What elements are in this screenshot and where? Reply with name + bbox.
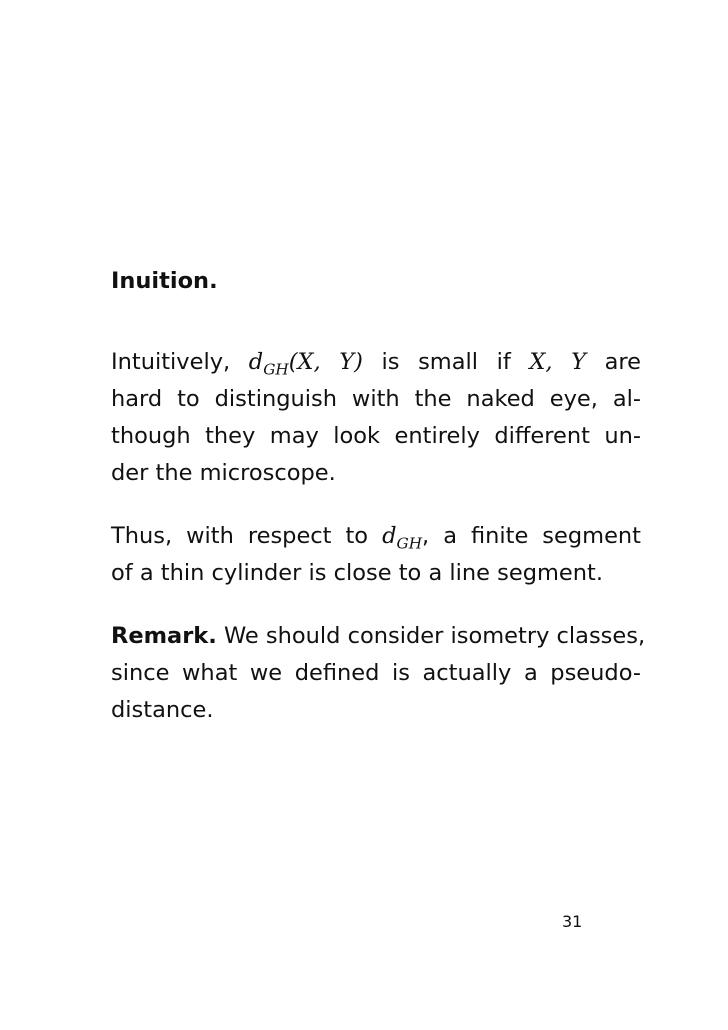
remark-text: We should consider isometry classes, [223, 623, 646, 649]
intuition-text: is small if [381, 349, 511, 375]
spacer [111, 592, 641, 618]
slide-body [111, 263, 646, 729]
intuition-text: are [604, 349, 641, 375]
dgh-formula [248, 349, 363, 379]
math-d: d [248, 349, 264, 375]
thus-line-2: of a thin cylinder is close to a line segment. [111, 560, 604, 586]
remark-line-2: since what we defined is actually a pseudo- [111, 660, 641, 686]
thus-line-1 [111, 518, 641, 555]
spacer [111, 326, 641, 344]
thus-text: , a finite segment [422, 523, 641, 549]
math-args: (X, Y) [288, 349, 363, 375]
spacer [111, 492, 641, 518]
spacer [111, 300, 641, 326]
intuition-line-4: der the microscope. [111, 460, 336, 486]
intuition-text: Intuitively, [111, 349, 231, 375]
intuition-paragraph [111, 344, 641, 492]
remark-line-3: distance. [111, 697, 214, 723]
math-d: d [382, 523, 397, 549]
page-number: 31 [562, 912, 583, 931]
math-subscript: GH [396, 534, 423, 553]
remark-paragraph [111, 618, 646, 729]
dgh-formula [382, 523, 423, 553]
intuition-line-2: hard to distinguish with the naked eye, al- [111, 386, 641, 412]
math-subscript: GH [263, 360, 289, 379]
intuition-line-3: though they may look entirely different un- [111, 423, 641, 449]
remark-line-1 [111, 618, 646, 655]
thus-text: Thus, with respect to [111, 523, 369, 549]
math-xy: X, Y [529, 349, 586, 375]
intuition-line-1 [111, 344, 641, 381]
section-heading: Inuition. [111, 268, 218, 294]
remark-label: Remark. [111, 623, 217, 649]
thus-paragraph [111, 518, 641, 592]
